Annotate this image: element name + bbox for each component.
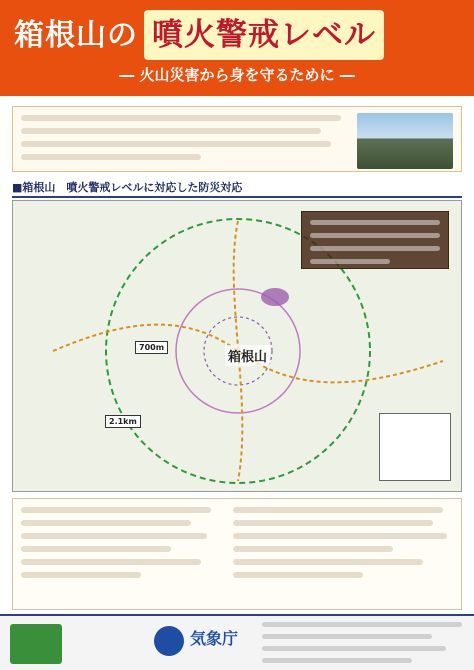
- fumarole-area: [261, 288, 289, 306]
- legend-left-placeholder: [21, 507, 221, 585]
- vegetable-oil-ink-logo: [10, 624, 62, 664]
- map-label-2km: 2.1km: [105, 415, 141, 428]
- section-title: ■箱根山 噴火警戒レベルに対応した防災対応: [12, 180, 462, 198]
- map-label-hakone: 箱根山: [225, 345, 270, 366]
- title-part-1: 箱根山の: [14, 18, 138, 53]
- footer: [0, 614, 474, 670]
- map-label-700m: 700m: [135, 341, 168, 354]
- hazard-map: [12, 200, 462, 492]
- page-title: [14, 10, 460, 60]
- agency-name: 気象庁: [190, 629, 239, 648]
- contact-info-placeholder: [262, 622, 466, 666]
- location-inset-map: [379, 413, 451, 481]
- legend-right-placeholder: [233, 507, 455, 585]
- page-subtitle: ― 火山災害から身を守るために ―: [119, 66, 355, 84]
- map-note-box: [301, 211, 449, 269]
- intro-text-placeholder: [21, 115, 351, 165]
- title-part-2: 噴火警戒レベル: [144, 10, 384, 60]
- header-banner: [0, 0, 474, 96]
- jma-emblem-icon: [154, 626, 184, 656]
- intro-panel: [12, 106, 462, 172]
- legend-panel: [12, 498, 462, 610]
- mountain-photo: [357, 113, 453, 169]
